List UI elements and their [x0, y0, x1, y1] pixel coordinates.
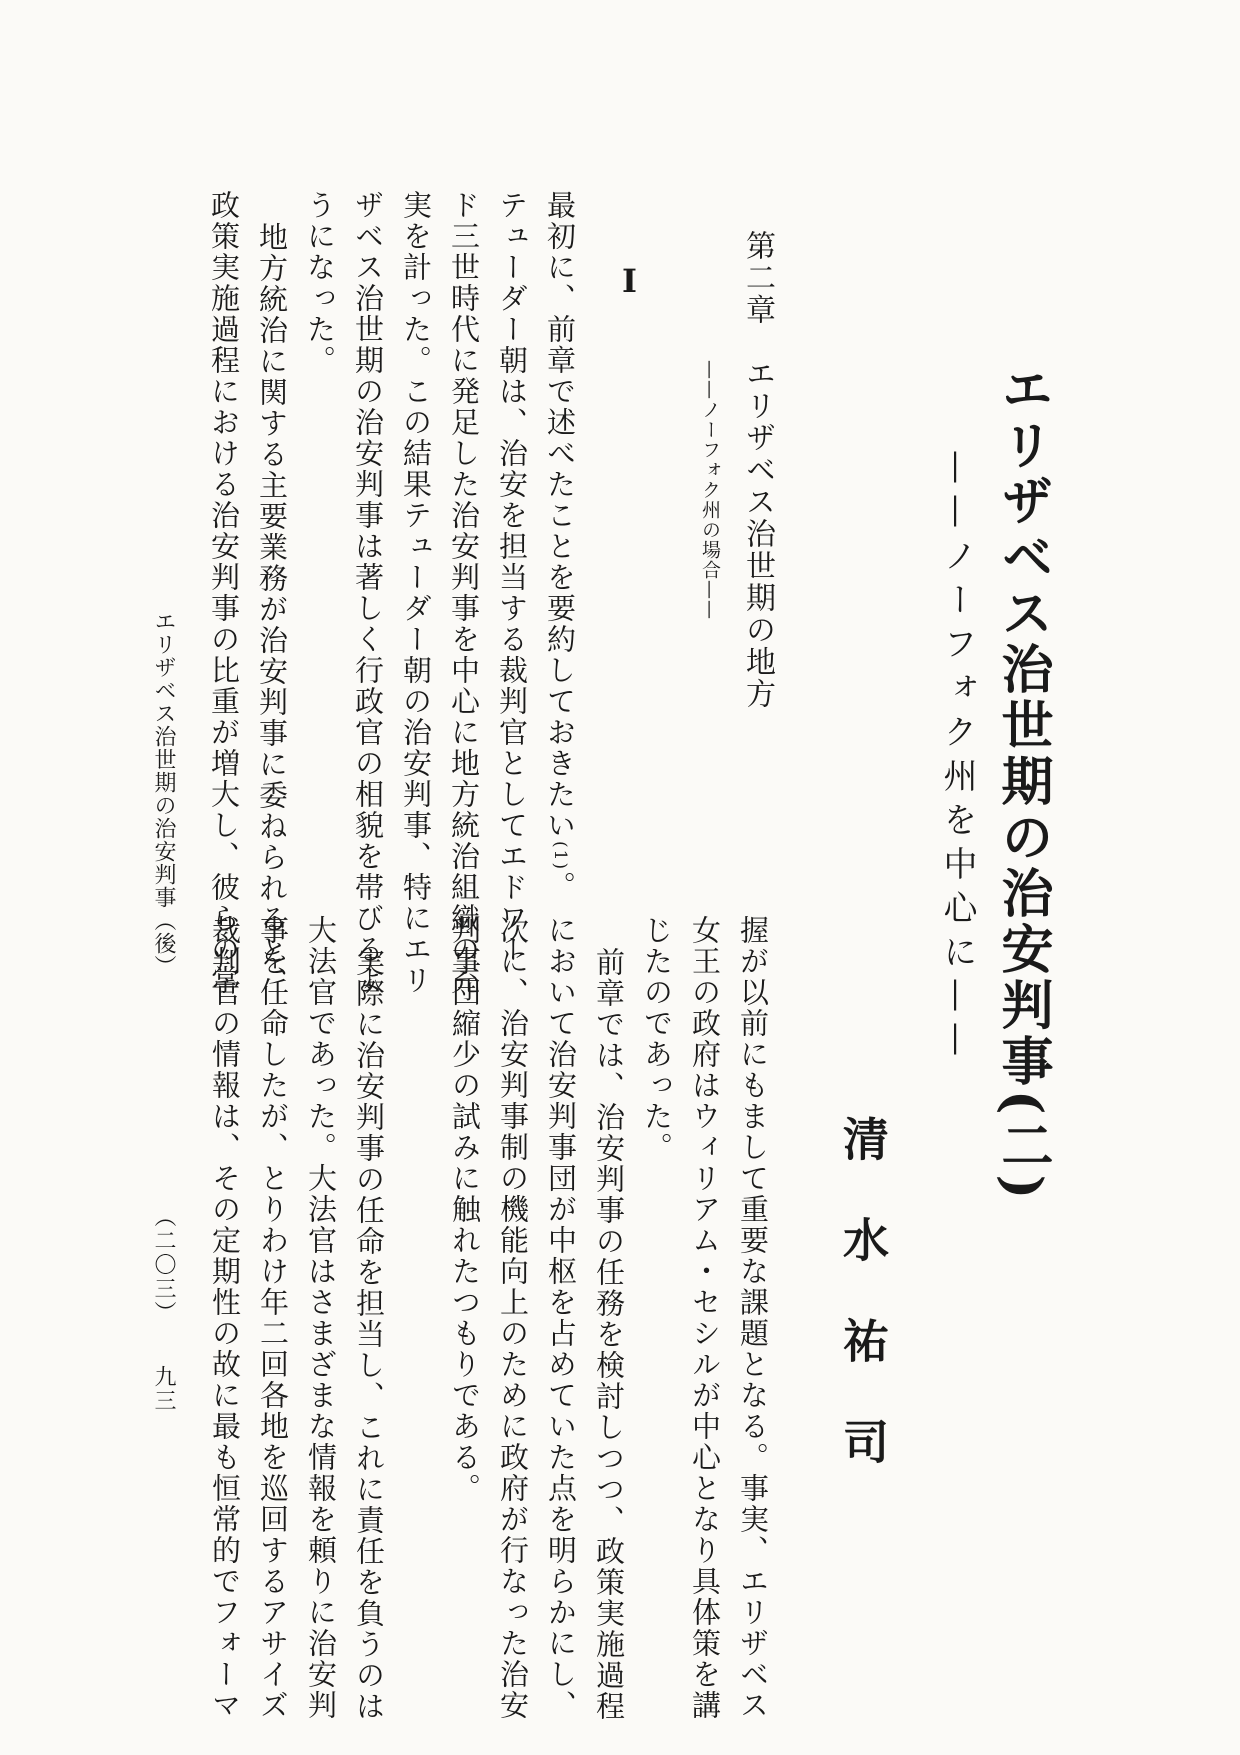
body-line: 実を計った。この結果テューダー朝の治安判事、特にエリ [399, 190, 433, 996]
body-line: 判事団縮少の試みに触れたつもりである。 [448, 915, 482, 1504]
body-line: 握が以前にもまして重要な課題となる。事実、エリザベス [736, 915, 770, 1721]
body-line: 大法官であった。大法官はさまざまな情報を頼りに治安判 [304, 915, 338, 1721]
body-line: 政策実施過程における治安判事の比重が増大し、彼らの掌 [207, 190, 241, 996]
article-subtitle: ——ノーフォク州を中心に—— [937, 450, 977, 1066]
body-line: 次に、治安判事制の機能向上のために政府が行なった治安 [496, 915, 530, 1721]
chapter-subheading: ——ノーフォク州の場合—— [699, 360, 721, 620]
body-line: 地方統治に関する主要業務が治安判事に委ねられると、 [255, 222, 289, 997]
author-name: 清水祐司 [836, 1115, 890, 1519]
body-line: 事を任命したが、とりわけ年二回各地を巡回するアサイズ [256, 915, 290, 1721]
body-line: 女王の政府はウィリアム・セシルが中心となり具体策を講 [688, 915, 722, 1721]
page-number-local: 九三 [151, 1365, 176, 1413]
body-line: 実際に治安判事の任命を担当し、これに責任を負うのは [352, 947, 386, 1722]
section-mark: I [622, 262, 637, 300]
body-line: ザベス治世期の治安判事は著しく行政官の相貌を帯びるよ [351, 190, 385, 996]
body-line: 裁判官の情報は、その定期性の故に最も恒常的でフォーマ [208, 915, 242, 1721]
running-title: エリザベス治世期の治安判事（後） [151, 610, 176, 978]
chapter-heading: 第二章 エリザベス治世期の地方 [740, 230, 775, 710]
body-line: じたのであった。 [640, 915, 674, 1163]
body-line: において治安判事団が中枢を占めていた点を明らかにし、 [544, 915, 578, 1721]
body-line: 前章では、治安判事の任務を検討しつつ、政策実施過程 [592, 947, 626, 1722]
body-line: うになった。 [303, 190, 337, 376]
body-line: ド三世時代に発足した治安判事を中心に地方統治組織の充 [447, 190, 481, 996]
page-number-kanji: （二〇三） [151, 1205, 176, 1325]
article-title: エリザベス治世期の治安判事(二) [992, 362, 1053, 1204]
body-line: 最初に、前章で述べたことを要約しておきたい(1)。 [543, 190, 577, 903]
body-line: テューダー朝は、治安を担当する裁判官としてエドワー [495, 190, 529, 965]
note-ref: (1) [550, 841, 570, 872]
page-number [152, 1205, 174, 1413]
